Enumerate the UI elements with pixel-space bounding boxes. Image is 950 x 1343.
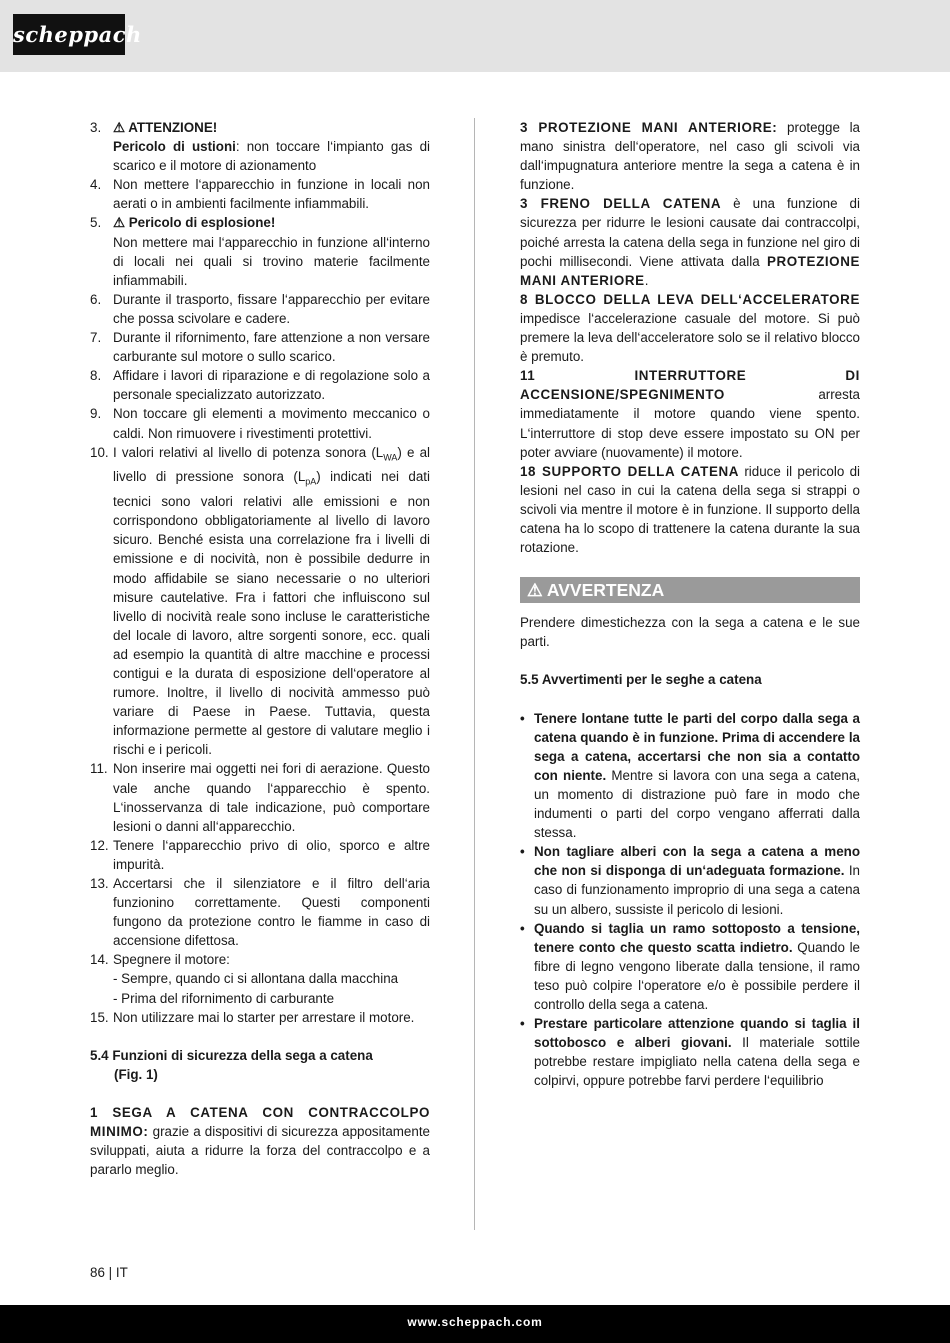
left-column (90, 118, 430, 1180)
feature-label: 18 SUPPORTO DELLA CATENA (520, 463, 740, 479)
bullet-icon: • (520, 920, 525, 936)
sub-item: - Prima del rifornimento di carburante (113, 990, 335, 1006)
item-text: ) indicati nei dati tecnici sono valori relativi alle emissioni e non corrispondono obbligatoriamente al livello di lavoro sicuro. Benché esista una correlazione fra i livelli di emissione e di nocività, non è possibile dedurre in modo affidabile se siano necessarie o no ulteriori misure cautelative. Fra i fattori che influiscono sul livello di nocività reale sono incluse le caratteristiche del locale di lavoro, altre sorgenti sonore, ecc. quali ad esempio la quantità di altre macchine e processi contigui e la durata di esposizione dell‘operatore al rumore. Inoltre, il livello di nocività ammesso può variare di Paese in Paese. Tuttavia, questa informazione permette al gestore di valutare meglio i rischi e i pericoli. (113, 469, 430, 758)
chain-catcher-paragraph (520, 462, 860, 557)
item-text: : non toccare l‘impianto gas di scarico e il motore di azionamento (113, 139, 430, 174)
item-number: 6. (90, 291, 102, 307)
sub-item: - Sempre, quando ci si allontana dalla macchina (113, 971, 399, 987)
bullet-icon: • (520, 844, 525, 860)
right-column (520, 118, 860, 1091)
column-divider (474, 118, 475, 1230)
item-number: 7. (90, 330, 102, 346)
list-item-12 (90, 836, 430, 874)
feature-text: . (644, 272, 649, 288)
list-item-3 (90, 118, 430, 175)
throttle-lock-paragraph (520, 290, 860, 366)
feature-text: riduce il pericolo di lesioni nel caso in cui la catena della sega si strappi o scivoli via mentre il motore è in funzione. Il supporto della catena ha lo scopo di trattenere la catena durante la sua rotazione. (520, 463, 860, 556)
list-item-9 (90, 404, 430, 442)
item-text: Non utilizzare mai lo starter per arrestare il motore. (113, 1009, 415, 1025)
list-item-6 (90, 290, 430, 328)
item-text: Non mettere l‘apparecchio in funzione in locali non aerati o in ambienti facilmente infiammabili. (113, 177, 430, 212)
item-number: 13. (90, 876, 109, 891)
item-number: 15. (90, 1009, 109, 1025)
bullet-item (520, 1014, 860, 1090)
feature-label: 11 INTERRUTTORE DI ACCENSIONE/SPEGNIMENTO (520, 368, 860, 403)
item-text: Tenere l‘apparecchio privo di olio, sporco e altre impurità. (113, 837, 430, 872)
item-text: Non mettere mai l‘apparecchio in funzione all‘interno di locali nei quali si trovino materie facilmente infiammabili. (113, 234, 430, 288)
item-text: Non toccare gli elementi a movimento meccanico o caldi. Non rimuovere i rivestimenti protettivi. (113, 406, 430, 441)
section-5-5-title: 5.5 Avvertimenti per le seghe a catena (520, 672, 762, 688)
list-item-10 (90, 443, 430, 760)
feature-text: è una funzione di sicurezza per ridurre le lesioni causate dai contraccolpi, poiché arresta la catena della sega in funzione nel giro di pochi millisecondi. Viene attivata dalla (520, 196, 860, 269)
section-5-4-figure-ref: (Fig. 1) (114, 1066, 158, 1082)
page-number (90, 1265, 128, 1280)
chain-saw-kickback-paragraph (90, 1103, 430, 1179)
feature-label: 8 BLOCCO DELLA LEVA DELL‘ACCELERATORE (520, 291, 860, 307)
attention-heading: ⚠ ATTENZIONE! (113, 120, 218, 135)
on-off-switch-paragraph (520, 366, 860, 461)
item-number: 11. (90, 761, 108, 777)
warning-banner: ⚠ AVVERTENZA (520, 577, 860, 603)
subscript-wa: WA (383, 452, 398, 463)
bullet-bold-text: Non tagliare alberi con la sega a catena a meno che non si disponga di un‘adeguata formazione. (534, 844, 860, 879)
feature-text: grazie a dispositivi di sicurezza appositamente sviluppati, aiuta a ridurre la forza del contraccolpo e a pararlo meglio. (90, 1124, 430, 1178)
subscript-pa: pA (305, 477, 317, 488)
feature-text: protegge la mano sinistra dell‘operatore, nel caso gli scivoli via dall‘impugnatura anteriore mentre la sega a catena è in funzione. (520, 120, 860, 193)
section-5-4-title: 5.4 Funzioni di sicurezza della sega a catena (90, 1047, 373, 1063)
bullet-item (520, 842, 860, 918)
bullet-item (520, 709, 860, 843)
item-text: I valori relativi al livello di potenza sonora (L (113, 444, 384, 460)
list-item-13 (90, 874, 430, 950)
feature-text: impedisce l‘accelerazione casuale del motore. Si può premere la leva dell‘acceleratore solo se il relativo blocco è premuto. (520, 310, 860, 365)
item-number: 12. (90, 837, 109, 853)
item-text: Spegnere il motore: (113, 952, 230, 968)
page-number-value: 86 (90, 1265, 105, 1280)
list-item-11 (90, 759, 430, 835)
list-item-14 (90, 950, 430, 1007)
list-item-15 (90, 1008, 430, 1027)
item-number: 10. (90, 444, 109, 460)
feature-label: 1 SEGA A CATENA CON CONTRACCOLPO MINIMO: (90, 1105, 430, 1140)
item-text: Accertarsi che il silenziatore e il filtro dell‘aria funzionino correttamente. Questi componenti fungono da protezione contro le fiamme in caso di accensione difettosa. (113, 876, 430, 949)
item-text: ) e al livello di pressione sonora (L (113, 444, 430, 485)
item-text: Durante il trasporto, fissare l‘apparecchio per evitare che possa scivolare e cadere. (113, 291, 430, 326)
chain-brake-paragraph (520, 194, 860, 289)
list-item-7 (90, 328, 430, 366)
bullet-text: In caso di funzionamento improprio di una sega a catena su un albero, sussiste il pericolo di lesioni. (534, 863, 860, 917)
bullet-bold-text: Quando si taglia un ramo sottoposto a tensione, tenere conto che questo scatta indietro. (534, 920, 860, 955)
bullet-text: Il materiale sottile potrebbe restare impigliato nella catena della sega e colpirvi, oppure potrebbe farvi perdere l‘equilibrio (534, 1035, 860, 1089)
front-hand-guard-paragraph (520, 118, 860, 194)
bullet-icon: • (520, 1016, 525, 1032)
bullet-bold-text: Prestare particolare attenzione quando si taglia il sottobosco e alberi giovani. (534, 1016, 860, 1051)
item-text: Durante il rifornimento, fare attenzione a non versare carburante sul motore o sullo scarico. (113, 330, 430, 365)
item-number: 9. (90, 406, 102, 422)
bullet-item (520, 919, 860, 1014)
bullet-bold-text: Tenere lontane tutte le parti del corpo dalla sega a catena quando è in funzione. Prima di accendere la sega a catena, accertarsi che non sia a contatto con niente. (534, 710, 860, 783)
item-number: 14. (90, 952, 109, 968)
list-item-4 (90, 175, 430, 213)
language-code: IT (115, 1265, 128, 1280)
explosion-heading: ⚠ Pericolo di esplosione! (113, 215, 276, 231)
list-item-8 (90, 366, 430, 404)
page-header (0, 0, 950, 72)
item-number: 5. (90, 215, 102, 231)
item-number: 8. (90, 368, 102, 384)
scheppach-logo: scheppach (13, 14, 125, 55)
list-item-5 (90, 213, 430, 289)
item-text: Non inserire mai oggetti nei fori di aerazione. Questo vale anche quando l‘apparecchio è spento. L‘inosservanza di tale indicazione, può comportare lesioni o danni all‘apparecchio. (113, 761, 430, 834)
item-number: 4. (90, 177, 102, 193)
bullet-text: Quando le fibre di legno vengono liberate dalla tensione, il ramo teso può colpire l‘operatore e/o è possibile perdere il controllo della sega a catena. (534, 939, 861, 1013)
website-url: www.scheppach.com (407, 1315, 543, 1329)
bullet-text: Mentre si lavora con una sega a catena, un momento di distrazione può fare in modo che indumenti o parti del corpo vengano afferrati dalla stessa. (534, 767, 860, 841)
bullet-icon: • (520, 710, 525, 726)
item-text: Affidare i lavori di riparazione e di regolazione solo a personale specializzato autorizzato. (113, 368, 430, 403)
feature-label: 3 PROTEZIONE MANI ANTERIORE: (520, 120, 778, 135)
feature-label: 3 FRENO DELLA CATENA (520, 196, 722, 212)
page-separator: | (108, 1265, 113, 1280)
feature-text: arresta immediatamente il motore quando viene spento. L‘interruttore di stop deve essere impostato su ON per poter avviare (nuovamente) il motore. (520, 387, 860, 460)
burn-hazard-label: Pericolo di ustioni (113, 139, 236, 155)
item-number: 3. (90, 120, 102, 135)
feature-label: PROTEZIONE MANI ANTERIORE (520, 253, 860, 288)
warning-text: Prendere dimestichezza con la sega a catena e le sue parti. (520, 615, 860, 650)
